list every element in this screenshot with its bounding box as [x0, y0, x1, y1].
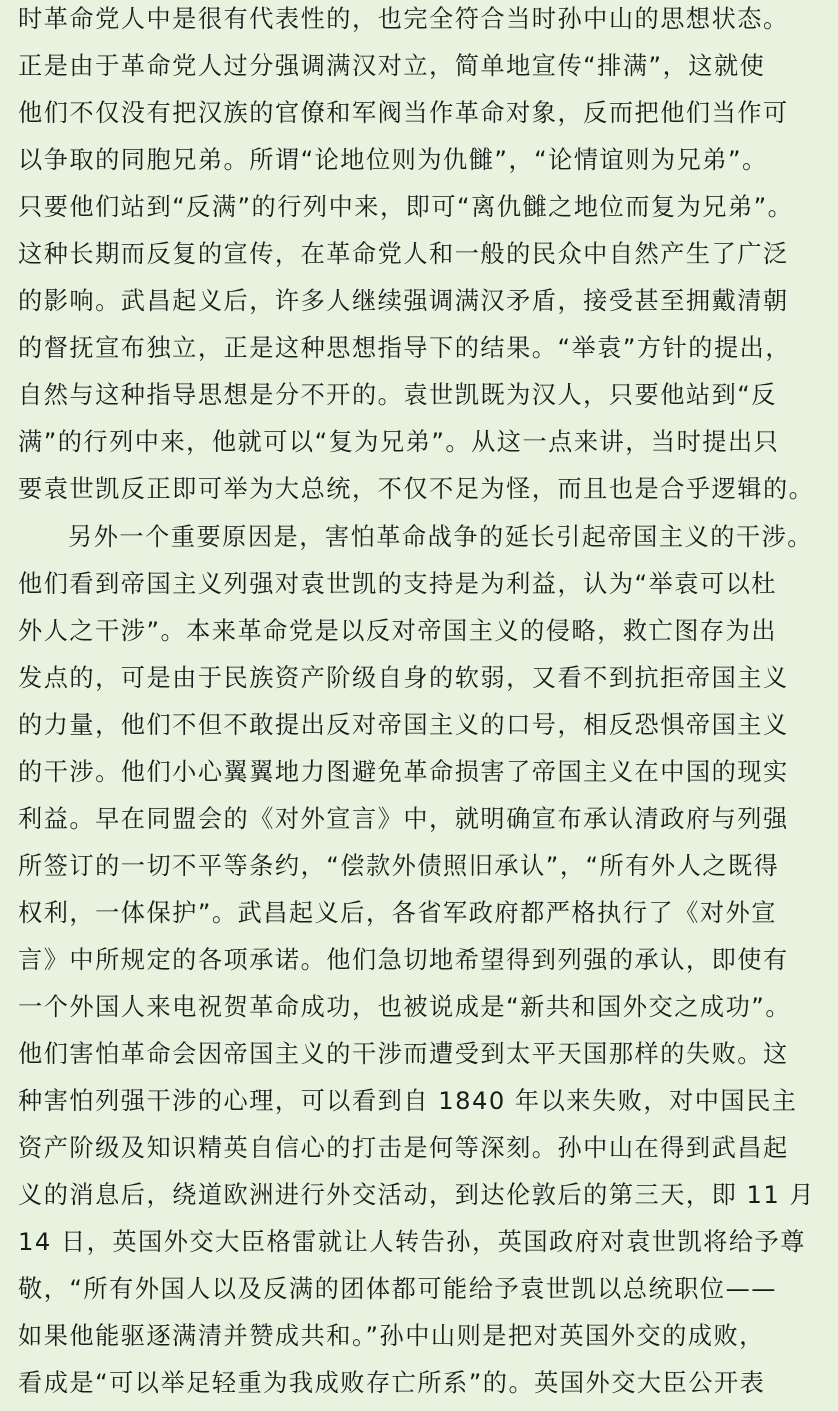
text-line: 一个外国人来电祝贺革命成功，也被说成是“新共和国外交之成功”。: [18, 992, 792, 1021]
text-line: 的干涉。他们小心翼翼地力图避免革命损害了帝国主义在中国的现实: [18, 757, 789, 786]
text-line: 义的消息后，绕道欧洲进行外交活动，到达伦敦后的第三天，即 11 月: [18, 1181, 816, 1210]
text-line: 14 日，英国外交大臣格雷就让人转告孙，英国政府对袁世凯将给予尊: [18, 1228, 806, 1257]
text-line: 满”的行列中来，他就可以“复为兄弟”。从这一点来讲，当时提出只: [18, 428, 780, 457]
text-line: 所签订的一切不平等条约，“偿款外债照旧承认”，“所有外人之既得: [18, 851, 780, 880]
text-line: 时革命党人中是很有代表性的，也完全符合当时孙中山的思想状态。: [18, 5, 789, 33]
text-line: 他们害怕革命会因帝国主义的干涉而遭受到太平天国那样的失败。这: [18, 1040, 789, 1069]
paragraph-first-line: 另外一个重要原因是，害怕革命战争的延长引起帝国主义的干涉。: [68, 522, 813, 551]
text-line: 如果他能驱逐满清并赞成共和。”孙中山则是把对英国外交的成败，: [18, 1322, 765, 1351]
text-line: 的督抚宣布独立，正是这种思想指导下的结果。“举袁”方针的提出，: [18, 334, 792, 363]
text-line: 权利，一体保护”。武昌起义后，各省军政府都严格执行了《对外宣: [18, 898, 777, 927]
text-line: 自然与这种指导思想是分不开的。袁世凯既为汉人，只要他站到“反: [18, 381, 777, 410]
text-line: 要袁世凯反正即可举为大总统，不仅不足为怪，而且也是合乎逻辑的。: [18, 475, 815, 504]
text-line: 种害怕列强干涉的心理，可以看到自 1840 年以来失败，对中国民主: [18, 1087, 798, 1116]
body-text: [18, 0, 824, 1407]
text-line: 发点的，可是由于民族资产阶级自身的软弱，又看不到抗拒帝国主义: [18, 663, 789, 692]
text-line: 外人之干涉”。本来革命党是以反对帝国主义的侵略，救亡图存为出: [18, 616, 777, 645]
text-line: 只要他们站到“反满”的行列中来，即可“离仇雠之地位而复为兄弟”。: [18, 193, 794, 222]
text-line: 这种长期而反复的宣传，在革命党人和一般的民众中自然产生了广泛: [18, 240, 789, 269]
text-line: 正是由于革命党人过分强调满汉对立，简单地宣传“排满”，这就使: [18, 52, 766, 81]
text-line: 他们看到帝国主义列强对袁世凯的支持是为利益，认为“举袁可以杜: [18, 569, 777, 598]
text-line: 他们不仅没有把汉族的官僚和军阀当作革命对象，反而把他们当作可: [18, 99, 789, 128]
text-line: 资产阶级及知识精英自信心的打击是何等深刻。孙中山在得到武昌起: [18, 1134, 789, 1163]
text-line: 的力量，他们不但不敢提出反对帝国主义的口号，相反恐惧帝国主义: [18, 710, 789, 739]
text-line: 敬，“所有外国人以及反满的团体都可能给予袁世凯以总统职位——: [18, 1275, 777, 1304]
text-line: 看成是“可以举足轻重为我成败存亡所系”的。英国外交大臣公开表: [18, 1369, 766, 1398]
text-line: 利益。早在同盟会的《对外宣言》中，就明确宣布承认清政府与列强: [18, 804, 789, 833]
text-line: 的影响。武昌起义后，许多人继续强调满汉矛盾，接受甚至拥戴清朝: [18, 287, 789, 316]
text-line: 言》中所规定的各项承诺。他们急切地希望得到列强的承认，即使有: [18, 945, 789, 974]
text-line: 以争取的同胞兄弟。所谓“论地位则为仇雠”，“论情谊则为兄弟”。: [18, 146, 768, 175]
